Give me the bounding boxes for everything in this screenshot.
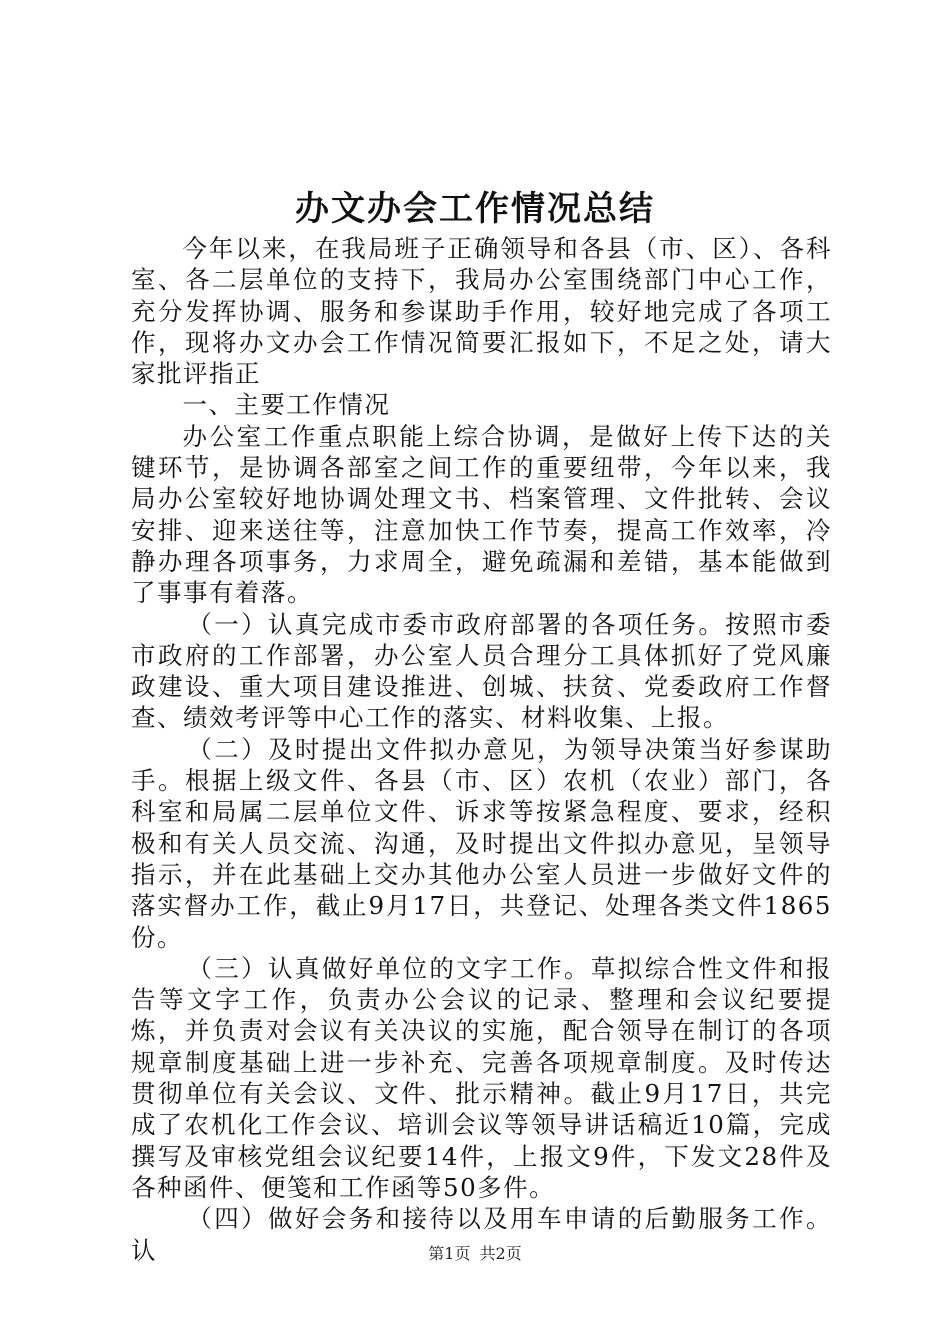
- page-number: 第1页: [428, 1244, 471, 1263]
- document-body: [131, 233, 832, 1266]
- item-paragraph-2: （二）及时提出文件拟办意见，为领导决策当好参谋助手。根据上级文件、各县（市、区）农机（农业）部门，各科室和局属二层单位文件、诉求等按紧急程度、要求，经积极和有关人员交流、沟通，及时提出文件拟办意见，呈领导指示，并在此基础上交办其他办公室人员进一步做好文件的落实督办工作，截止9月17日，共登记、处理各类文件1865份。: [131, 734, 832, 952]
- page-total: 共2页: [479, 1244, 522, 1263]
- item-paragraph-3: （三）认真做好单位的文字工作。草拟综合性文件和报告等文字工作，负责办公会议的记录、整理和会议纪要提炼，并负责对会议有关决议的实施，配合领导在制订的各项规章制度基础上进一步补充、完善各项规章制度。及时传达贯彻单位有关会议、文件、批示精神。截止9月17日，共完成了农机化工作会议、培训会议等领导讲话稿近10篇，完成撰写及审核党组会议纪要14件，上报文9件，下发文28件及各种函件、便笺和工作函等50多件。: [131, 953, 832, 1202]
- item-paragraph-4: （四）做好会务和接待以及用车申请的后勤服务工作。认: [131, 1204, 832, 1265]
- item-paragraph-1: （一）认真完成市委市政府部署的各项任务。按照市委市政府的工作部署，办公室人员合理分工具体抓好了党风廉政建设、重大项目建设推进、创城、扶贫、党委政府工作督查、绩效考评等中心工作的落实、材料收集、上报。: [131, 609, 832, 733]
- section-heading: 一、主要工作情况: [182, 390, 391, 420]
- intro-paragraph: 今年以来，在我局班子正确领导和各县（市、区）、各科室、各二层单位的支持下，我局办公室围绕部门中心工作，充分发挥协调、服务和参谋助手作用，较好地完成了各项工作，现将办文办会工作情况简要汇报如下，不足之处，请大家批评指正: [131, 234, 832, 389]
- body-paragraph: 办公室工作重点职能上综合协调，是做好上传下达的关键环节，是协调各部室之间工作的重要纽带，今年以来，我局办公室较好地协调处理文书、档案管理、文件批转、会议安排、迎来送往等，注意加快工作节奏，提高工作效率，冷静办理各项事务，力求周全，避免疏漏和差错，基本能做到了事事有着落。: [131, 421, 832, 608]
- page-footer: [0, 1244, 950, 1264]
- document-title: 办文办会工作情况总结: [295, 189, 655, 229]
